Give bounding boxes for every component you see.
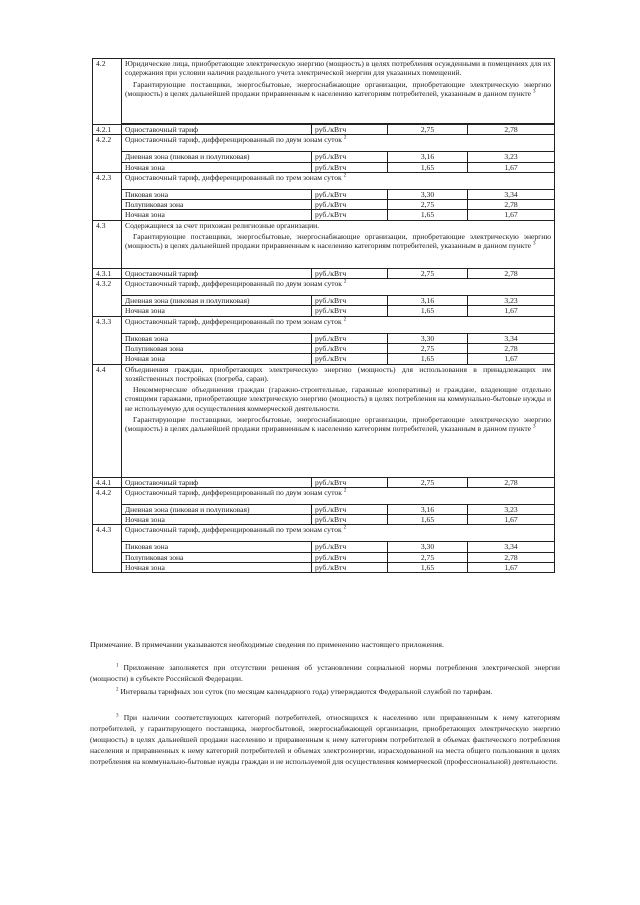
- value-cell: 3,16: [388, 504, 468, 514]
- value-cell: 2,75: [388, 477, 468, 487]
- value-cell: 3,16: [388, 152, 468, 162]
- section-description: [122, 59, 555, 124]
- table-row-4-3-2: [93, 279, 555, 296]
- table-row-4-2-3: [93, 172, 555, 189]
- value-cell: 2,75: [388, 343, 468, 353]
- unit-cell: руб./кВтч: [312, 552, 388, 562]
- value-cell: 1,67: [468, 354, 555, 364]
- zone-label: Ночная зона: [122, 354, 312, 364]
- unit-cell: руб./кВтч: [312, 200, 388, 210]
- value-cell: 1,65: [388, 162, 468, 172]
- value-cell: 2,78: [468, 268, 555, 278]
- unit-cell: руб./кВтч: [312, 125, 388, 135]
- value-cell: 1,65: [388, 306, 468, 316]
- tariff-label: Одноставочный тариф: [122, 125, 312, 135]
- unit-cell: руб./кВтч: [312, 268, 388, 278]
- section-description: [122, 364, 555, 477]
- value-cell: 3,23: [468, 152, 555, 162]
- table-row: [93, 200, 555, 210]
- table-row: [93, 210, 555, 220]
- value-cell: 1,65: [388, 210, 468, 220]
- row-number: 4.4.3: [93, 525, 122, 573]
- unit-cell: руб./кВтч: [312, 333, 388, 343]
- zone-label: Дневная зона (пиковая и полупиковая): [122, 504, 312, 514]
- section-paragraph: Гарантирующие поставщики, энергосбытовые, энергоснабжающие организации, приобретающие электрическую энергию (мощность) в целях дальнейшей продажи приравненным к населению категориям потребителей, указанным в данном пункте $^3$: [125, 79, 552, 98]
- row-number: 4.3: [93, 220, 122, 268]
- unit-cell: руб./кВтч: [312, 477, 388, 487]
- row-number: 4.4.2: [93, 487, 122, 525]
- table-row-4-2-1: [93, 125, 555, 135]
- value-cell: 2,78: [468, 343, 555, 353]
- value-cell: 2,78: [468, 477, 555, 487]
- unit-cell: руб./кВтч: [312, 296, 388, 306]
- footnote-1: $^1$ Приложение заполняется при отсутствии решения об установлении социальной нормы потребления электрической энергии (мощности) в субъекте Российской Федерации.: [90, 663, 560, 683]
- section-paragraph: Объединения граждан, приобретающих электрическую энергию (мощность) для использования в принадлежащих им хозяйственных постройках (погреба, сараи).: [125, 364, 552, 383]
- tariff-label: Одноставочный тариф, дифференцированный по двум зонам суток $^2$: [122, 135, 555, 152]
- zone-label: Дневная зона (пиковая и полупиковая): [122, 296, 312, 306]
- table-row: [93, 152, 555, 162]
- section-row-4-3: [93, 220, 555, 268]
- table-row-4-4-2: [93, 487, 555, 504]
- row-number: 4.2: [93, 59, 122, 125]
- value-cell: 3,34: [468, 542, 555, 552]
- unit-cell: руб./кВтч: [312, 504, 388, 514]
- table-row: [93, 504, 555, 514]
- value-cell: 3,23: [468, 296, 555, 306]
- table-row: [93, 306, 555, 316]
- table-row-4-4-3: [93, 525, 555, 542]
- table-row-4-3-3: [93, 316, 555, 333]
- table-row: [93, 333, 555, 343]
- table-row: [93, 296, 555, 306]
- value-cell: 1,65: [388, 354, 468, 364]
- row-number: 4.4: [93, 364, 122, 477]
- zone-label: Полупиковая зона: [122, 200, 312, 210]
- note-text: Примечание. В примечании указываются необходимые сведения по применению настоящего приложения.: [90, 640, 444, 649]
- table-row-4-2-2: [93, 135, 555, 152]
- zone-label: Полупиковая зона: [122, 552, 312, 562]
- table-row-4-3-1: [93, 268, 555, 278]
- unit-cell: руб./кВтч: [312, 343, 388, 353]
- table-row: [93, 354, 555, 364]
- zone-label: Пиковая зона: [122, 189, 312, 199]
- value-cell: 1,67: [468, 162, 555, 172]
- unit-cell: руб./кВтч: [312, 563, 388, 573]
- tariff-table: [92, 58, 555, 573]
- value-cell: 1,65: [388, 563, 468, 573]
- value-cell: 2,78: [468, 552, 555, 562]
- section-paragraph: Гарантирующие поставщики, энергосбытовые, энергоснабжающие организации, приобретающие электрическую энергию (мощность) в целях дальнейшей продажи приравненным к населению категориям потребителей, указанным в данном пункте $^3$: [125, 232, 552, 251]
- zone-label: Ночная зона: [122, 563, 312, 573]
- zone-label: Пиковая зона: [122, 542, 312, 552]
- zone-label: Ночная зона: [122, 162, 312, 172]
- table-row: [93, 563, 555, 573]
- value-cell: 2,78: [468, 125, 555, 135]
- value-cell: 3,30: [388, 542, 468, 552]
- value-cell: 3,30: [388, 333, 468, 343]
- value-cell: 1,67: [468, 306, 555, 316]
- tariff-label: Одноставочный тариф, дифференцированный по трем зонам суток $^2$: [122, 525, 555, 542]
- value-cell: 1,67: [468, 210, 555, 220]
- tariff-label: Одноставочный тариф, дифференцированный по трем зонам суток $^2$: [122, 172, 555, 189]
- value-cell: 1,67: [468, 515, 555, 525]
- value-cell: 2,75: [388, 200, 468, 210]
- value-cell: 3,23: [468, 504, 555, 514]
- section-paragraph: Гарантирующие поставщики, энергосбытовые, энергоснабжающие организации, приобретающие электрическую энергию (мощность) в целях дальнейшей продажи приравненным к населению категориям потребителей, указанным в данном пункте $^3$: [125, 415, 552, 434]
- zone-label: Ночная зона: [122, 210, 312, 220]
- value-cell: 3,34: [468, 189, 555, 199]
- table-row: [93, 552, 555, 562]
- row-number: 4.4.1: [93, 477, 122, 487]
- footnote-3: $^3$ При наличии соответствующих категорий потребителей, относящихся к населению или приравненным к нему категориям потребителей, у гарантирующего поставщика, энергосбытовой, энергоснабжающей организации, приобретающих электрическую энергию (мощность) в целях дальнейшей продажи населению и приравненным к нему категориям потребителей в объемах фактического потребления населения и приравненных к нему категорий потребителей и объемах электроэнергии, израсходованной на места общего пользования в целях потребления на коммунально-бытовые нужды граждан и не используемой для осуществления коммерческой (профессиональной) деятельности.: [90, 713, 560, 766]
- value-cell: 3,30: [388, 189, 468, 199]
- section-paragraph: Содержащиеся за счет прихожан религиозные организации.: [125, 220, 320, 230]
- zone-label: Ночная зона: [122, 515, 312, 525]
- section-paragraph: Некоммерческие объединения граждан (гаражно-строительные, гаражные кооперативы) и граждане, владеющие отдельно стоящими гаражами, приобретающие электрическую энергию (мощность) в целях потребления на коммунально-бытовые нужды и не используемую для осуществления коммерческой деятельности.: [125, 385, 552, 413]
- zone-label: Пиковая зона: [122, 333, 312, 343]
- table-row-4-4-1: [93, 477, 555, 487]
- unit-cell: руб./кВтч: [312, 162, 388, 172]
- unit-cell: руб./кВтч: [312, 152, 388, 162]
- section-row-4-4: [93, 364, 555, 477]
- row-number: 4.2.3: [93, 172, 122, 220]
- value-cell: 3,34: [468, 333, 555, 343]
- row-number: 4.3.3: [93, 316, 122, 364]
- section-paragraph: Юридические лица, приобретающие электрическую энергию (мощность) в целях потребления осужденными в помещениях для их содержания при условии наличия раздельного учета электрической энергии для указанных помещений.: [125, 59, 552, 78]
- value-cell: 1,67: [468, 563, 555, 573]
- unit-cell: руб./кВтч: [312, 189, 388, 199]
- value-cell: 2,75: [388, 552, 468, 562]
- value-cell: 2,78: [468, 200, 555, 210]
- row-number: 4.2.1: [93, 125, 122, 135]
- zone-label: Дневная зона (пиковая и полупиковая): [122, 152, 312, 162]
- unit-cell: руб./кВтч: [312, 306, 388, 316]
- tariff-label: Одноставочный тариф: [122, 477, 312, 487]
- zone-label: Ночная зона: [122, 306, 312, 316]
- unit-cell: руб./кВтч: [312, 515, 388, 525]
- table-row: [93, 189, 555, 199]
- row-number: 4.2.2: [93, 135, 122, 173]
- unit-cell: руб./кВтч: [312, 542, 388, 552]
- row-number: 4.3.1: [93, 268, 122, 278]
- tariff-label: Одноставочный тариф, дифференцированный по двум зонам суток $^2$: [122, 279, 555, 296]
- unit-cell: руб./кВтч: [312, 354, 388, 364]
- unit-cell: руб./кВтч: [312, 210, 388, 220]
- table-row: [93, 542, 555, 552]
- table-row: [93, 343, 555, 353]
- tariff-label: Одноставочный тариф, дифференцированный по трем зонам суток $^2$: [122, 316, 555, 333]
- value-cell: 1,65: [388, 515, 468, 525]
- tariff-label: Одноставочный тариф: [122, 268, 312, 278]
- row-number: 4.3.2: [93, 279, 122, 317]
- section-description: [122, 220, 555, 268]
- value-cell: 2,75: [388, 125, 468, 135]
- section-row-4-2: [93, 59, 555, 124]
- table-row: [93, 162, 555, 172]
- footnote-2: $^2$ Интервалы тарифных зон суток (по месяцам календарного года) утверждаются Федеральной службой по тарифам.: [116, 687, 493, 696]
- zone-label: Полупиковая зона: [122, 343, 312, 353]
- value-cell: 2,75: [388, 268, 468, 278]
- value-cell: 3,16: [388, 296, 468, 306]
- tariff-label: Одноставочный тариф, дифференцированный по двум зонам суток $^2$: [122, 487, 555, 504]
- table-row: [93, 515, 555, 525]
